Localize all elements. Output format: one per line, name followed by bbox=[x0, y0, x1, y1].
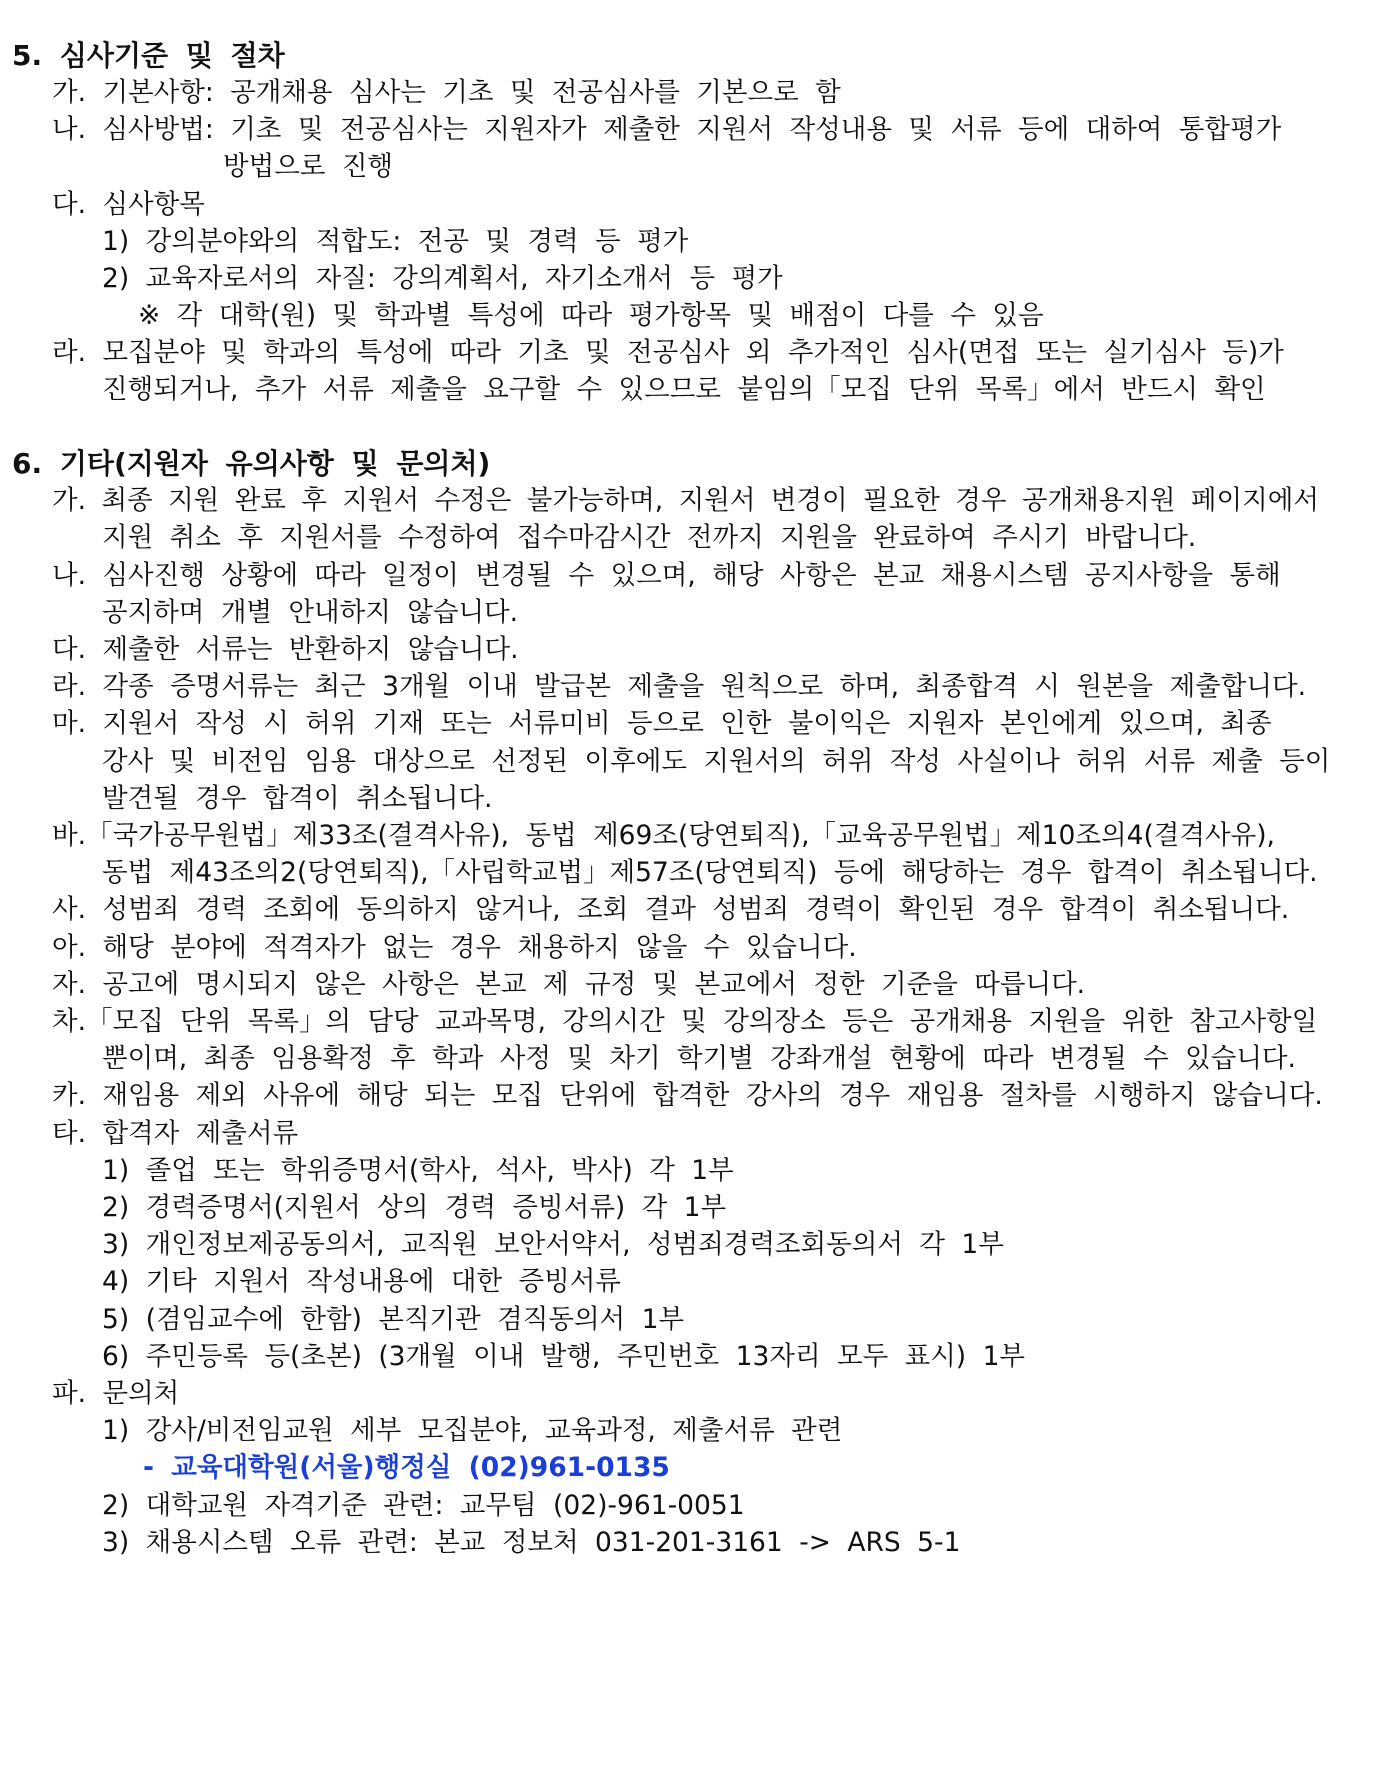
section-6-item-ma-cont-2: 발견될 경우 합격이 취소됩니다. bbox=[102, 783, 493, 814]
contact-item-1: 1) 강사/비전임교원 세부 모집분야, 교육과정, 제출서류 관련 bbox=[102, 1415, 843, 1446]
section-6-item-ja: 자. 공고에 명시되지 않은 사항은 본교 제 규정 및 본교에서 정한 기준을 따릅니다. bbox=[52, 969, 1086, 1000]
section-6-item-na: 나. 심사진행 상황에 따라 일정이 변경될 수 있으며, 해당 사항은 본교 채용시스템 공지사항을 통해 bbox=[52, 560, 1281, 591]
section-6-item-cha-cont: 뿐이며, 최종 임용확정 후 학과 사정 및 차기 학기별 강좌개설 현황에 따라 변경될 수 있습니다. bbox=[102, 1043, 1296, 1074]
section-6-item-ga-cont: 지원 취소 후 지원서를 수정하여 접수마감시간 전까지 지원을 완료하여 주시기 바랍니다. bbox=[102, 522, 1197, 553]
section-5-item-da: 다. 심사항목 bbox=[52, 189, 205, 220]
section-6-item-cha: 차.「모집 단위 목록」의 담당 교과목명, 강의시간 및 강의장소 등은 공개채용 지원을 위한 참고사항일 bbox=[52, 1006, 1318, 1037]
list-item: 2) 경력증명서(지원서 상의 경력 증빙서류) 각 1부 bbox=[102, 1192, 727, 1223]
section-6-item-ba-cont: 동법 제43조의2(당연퇴직),「사립학교법」제57조(당연퇴직) 등에 해당하는 경우 합격이 취소됩니다. bbox=[102, 857, 1318, 888]
section-6-item-ba: 바.「국가공무원법」제33조(결격사유), 동법 제69조(당연퇴직),「교육공무원법」제10조의4(결격사유), bbox=[52, 820, 1275, 851]
section-6-item-ra: 라. 각종 증명서류는 최근 3개월 이내 발급본 제출을 원칙으로 하며, 최종합격 시 원본을 제출합니다. bbox=[52, 671, 1306, 702]
list-item: 5) (겸임교수에 한함) 본직기관 겸직동의서 1부 bbox=[102, 1304, 685, 1335]
section-6-item-pa: 파. 문의처 bbox=[52, 1378, 180, 1409]
section-5-item-da-1: 1) 강의분야와의 적합도: 전공 및 경력 등 평가 bbox=[102, 226, 689, 257]
section-6-item-sa: 사. 성범죄 경력 조회에 동의하지 않거나, 조회 결과 성범죄 경력이 확인된 경우 합격이 취소됩니다. bbox=[52, 894, 1290, 925]
list-item: 1) 졸업 또는 학위증명서(학사, 석사, 박사) 각 1부 bbox=[102, 1155, 734, 1186]
section-6-item-a: 아. 해당 분야에 적격자가 없는 경우 채용하지 않을 수 있습니다. bbox=[52, 932, 857, 963]
contact-highlight: - 교육대학원(서울)행정실 (02)961-0135 bbox=[143, 1452, 670, 1483]
section-5-item-ga: 가. 기본사항: 공개채용 심사는 기초 및 전공심사를 기본으로 함 bbox=[52, 77, 841, 108]
section-5-item-da-note: ※ 각 대학(원) 및 학과별 특성에 따라 평가항목 및 배점이 다를 수 있음 bbox=[138, 300, 1044, 331]
section-6-item-ta: 타. 합격자 제출서류 bbox=[52, 1118, 299, 1149]
section-6-item-na-cont: 공지하며 개별 안내하지 않습니다. bbox=[102, 597, 519, 628]
section-6-item-ma-cont-1: 강사 및 비전임 임용 대상으로 선정된 이후에도 지원서의 허위 작성 사실이나 허위 서류 제출 등이 bbox=[102, 746, 1331, 777]
section-5-item-na-cont: 방법으로 진행 bbox=[223, 151, 394, 182]
section-6-item-da: 다. 제출한 서류는 반환하지 않습니다. bbox=[52, 634, 519, 665]
list-item: 3) 개인정보제공동의서, 교직원 보안서약서, 성범죄경력조회동의서 각 1부 bbox=[102, 1229, 1004, 1260]
list-item: 4) 기타 지원서 작성내용에 대한 증빙서류 bbox=[102, 1266, 621, 1297]
section-5-item-ra-cont: 진행되거나, 추가 서류 제출을 요구할 수 있으므로 붙임의「모집 단위 목록」에서 반드시 확인 bbox=[102, 374, 1266, 405]
contact-item-2: 2) 대학교원 자격기준 관련: 교무팀 (02)-961-0051 bbox=[102, 1490, 745, 1521]
list-item: 6) 주민등록 등(초본) (3개월 이내 발행, 주민번호 13자리 모두 표시) 1부 bbox=[102, 1341, 1026, 1372]
section-5-item-ra: 라. 모집분야 및 학과의 특성에 따라 기초 및 전공심사 외 추가적인 심사(면접 또는 실기심사 등)가 bbox=[52, 337, 1284, 368]
section-6-item-ga: 가. 최종 지원 완료 후 지원서 수정은 불가능하며, 지원서 변경이 필요한 경우 공개채용지원 페이지에서 bbox=[52, 485, 1319, 516]
contact-item-3: 3) 채용시스템 오류 관련: 본교 정보처 031-201-3161 -> ARS 5-1 bbox=[102, 1527, 961, 1558]
section-6-title: 6. 기타(지원자 유의사항 및 문의처) bbox=[12, 447, 491, 480]
section-5-item-da-2: 2) 교육자로서의 자질: 강의계획서, 자기소개서 등 평가 bbox=[102, 263, 783, 294]
section-5-item-na: 나. 심사방법: 기초 및 전공심사는 지원자가 제출한 지원서 작성내용 및 서류 등에 대하여 통합평가 bbox=[52, 114, 1282, 145]
section-6-item-ma: 마. 지원서 작성 시 허위 기재 또는 서류미비 등으로 인한 불이익은 지원자 본인에게 있으며, 최종 bbox=[52, 708, 1272, 739]
section-5-title: 5. 심사기준 및 절차 bbox=[12, 39, 285, 72]
section-6-item-ka: 카. 재임용 제외 사유에 해당 되는 모집 단위에 합격한 강사의 경우 재임용 절차를 시행하지 않습니다. bbox=[52, 1080, 1323, 1111]
